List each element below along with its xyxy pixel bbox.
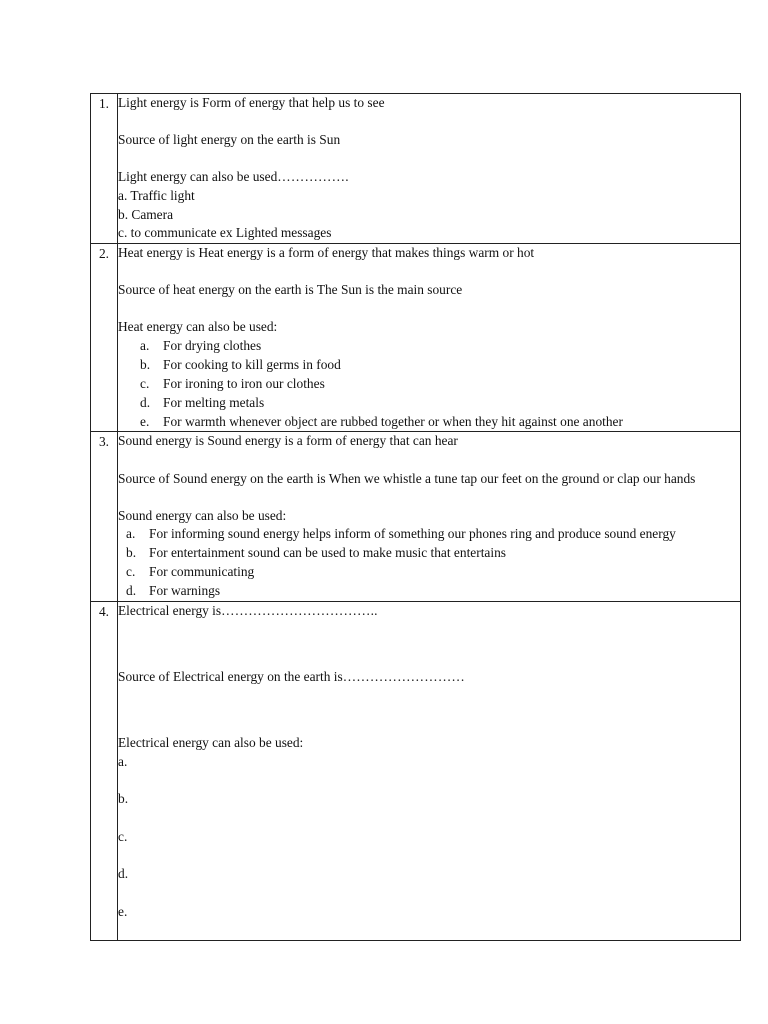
definition-blank: …………………………….. (221, 602, 378, 618)
row-number: 4. (98, 603, 110, 619)
uses-intro-dots: ……………. (277, 169, 349, 185)
list-item (118, 582, 740, 601)
uses-intro-text: Sound energy can also be used: (118, 507, 287, 523)
table-row (91, 244, 741, 432)
list-item (118, 394, 740, 413)
list-item-text: For drying clothes (163, 337, 262, 353)
list-item (118, 375, 740, 394)
list-item (118, 563, 740, 582)
list-marker: a. (140, 337, 150, 353)
row-number-cell (91, 601, 118, 940)
definition-text: Light energy is Form of energy that help us to see (118, 95, 385, 110)
list-item-text: For ironing to iron our clothes (163, 375, 325, 391)
list-marker: d. (140, 394, 151, 410)
definition-text: Sound energy is Sound energy is a form of energy that can hear (118, 433, 458, 449)
list-item (118, 337, 740, 356)
list-item (118, 525, 740, 544)
row-number-cell (91, 432, 118, 602)
list-marker: d. (126, 583, 137, 599)
source-text: Source of Sound energy on the earth is When we whistle a tune tap our feet on the ground or clap our hands (118, 470, 696, 486)
source-text: Source of light energy on the earth is Sun (118, 132, 341, 148)
row-number-cell (91, 244, 118, 432)
list-marker: e. (140, 413, 150, 429)
list-marker: b. (140, 356, 151, 372)
use-item: a. Traffic light (118, 187, 195, 203)
list-item (118, 356, 740, 375)
definition-text: Electrical energy is (118, 602, 222, 618)
uses-intro (118, 168, 740, 187)
use-item: c. to communicate ex Lighted messages (118, 225, 332, 241)
source-text: Source of heat energy on the earth is The Sun is the main source (118, 282, 463, 298)
list-marker: a. (126, 526, 136, 542)
row-content-cell (118, 601, 741, 940)
row-number: 1. (98, 96, 110, 111)
list-marker: b. (126, 545, 137, 561)
list-item (118, 544, 740, 563)
row-number: 3. (98, 434, 110, 450)
row-number: 2. (98, 246, 110, 261)
list-item-text: For informing sound energy helps inform of something our phones ring and produce sound energy (149, 526, 676, 542)
source-blank: ……………………… (342, 669, 466, 685)
row-content-cell (118, 94, 741, 244)
use-item: b. Camera (118, 206, 174, 222)
table-row (91, 432, 741, 602)
source-text: Source of Electrical energy on the earth is (118, 669, 343, 685)
blank-use-item: c. (118, 828, 128, 844)
definition-line (118, 602, 740, 621)
uses-intro-text: Light energy can also be used (118, 169, 278, 185)
list-item-text: For warnings (149, 583, 221, 599)
list-item-text: For communicating (149, 564, 255, 580)
blank-use-item: a. (118, 753, 128, 769)
source-line (118, 668, 740, 687)
table-row (91, 601, 741, 940)
list-marker: c. (126, 564, 136, 580)
list-item (118, 413, 740, 432)
list-item-text: For entertainment sound can be used to make music that entertains (149, 545, 506, 561)
list-item-text: For melting metals (163, 394, 265, 410)
list-marker: c. (140, 375, 150, 391)
uses-intro-text: Heat energy can also be used: (118, 319, 278, 335)
list-item-text: For cooking to kill germs in food (163, 356, 341, 372)
blank-use-item: d. (118, 866, 129, 882)
uses-list (118, 337, 740, 431)
energy-worksheet-table (90, 93, 741, 941)
uses-intro-text: Electrical energy can also be used: (118, 735, 304, 751)
table-row (91, 94, 741, 244)
definition-text: Heat energy is Heat energy is a form of energy that makes things warm or hot (118, 245, 535, 260)
row-content-cell (118, 432, 741, 602)
blank-use-item: e. (118, 903, 128, 919)
blank-use-item: b. (118, 791, 129, 807)
uses-list (118, 525, 740, 601)
row-number-cell (91, 94, 118, 244)
list-item-text: For warmth whenever object are rubbed together or when they hit against one another (163, 413, 623, 429)
row-content-cell (118, 244, 741, 432)
